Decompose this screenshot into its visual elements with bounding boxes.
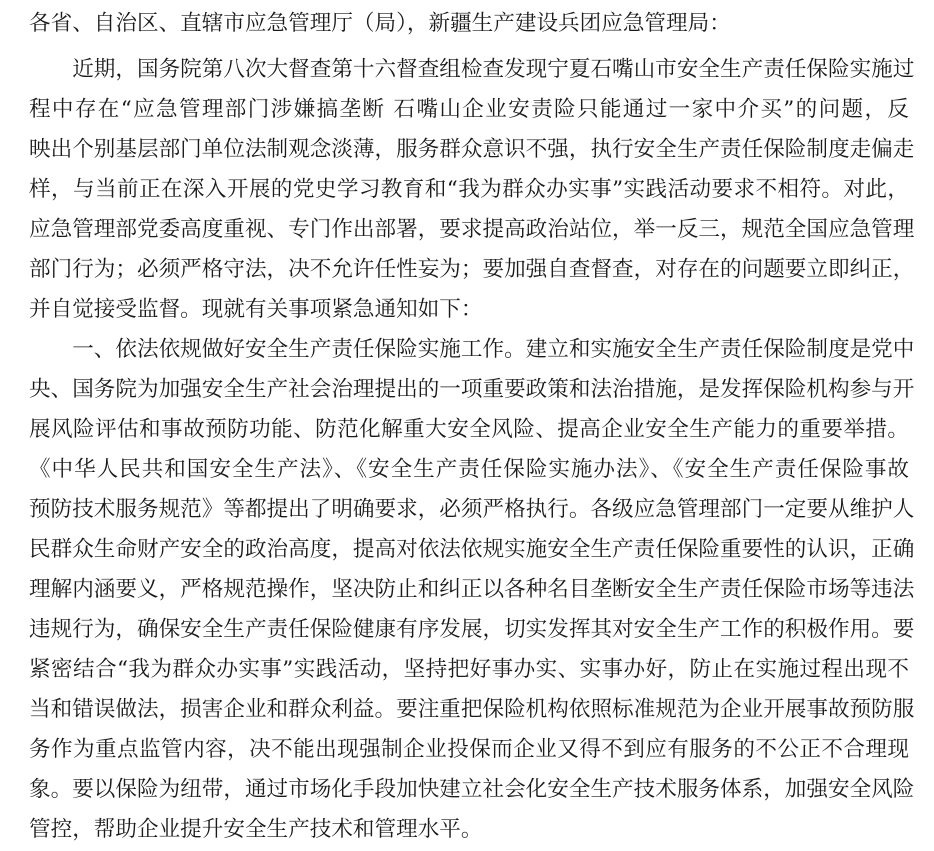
- paragraph-line: 象。要以保险为纽带，通过市场化手段加快建立社会化安全生产技术服务体系，加强安全风险: [29, 777, 915, 802]
- paragraph-line: 务作为重点监管内容，决不能出现强制企业投保而企业又得不到应有服务的不公正不合理现: [29, 737, 909, 762]
- paragraph-line: 应急管理部党委高度重视、专门作出部署，要求提高政治站位，举一反三，规范全国应急管理: [29, 217, 915, 242]
- paragraph-line: 并自觉接受监督。现就有关事项紧急通知如下：: [29, 297, 483, 322]
- paragraph-line: 展风险评估和事故预防功能、防范化解重大安全风险、提高企业安全生产能力的重要举措。: [29, 417, 909, 442]
- paragraph-line: 理解内涵要义，严格规范操作，坚决防止和纠正以各种名目垄断安全生产责任保险市场等违法: [29, 577, 915, 602]
- paragraph-line: 违规行为，确保安全生产责任保险健康有序发展，切实发挥其对安全生产工作的积极作用。要: [29, 617, 915, 642]
- paragraph-line: 预防技术服务规范》等都提出了明确要求，必须严格执行。各级应急管理部门一定要从维护人: [29, 497, 915, 522]
- paragraph-line: 部门行为；必须严格守法，决不允许任性妄为；要加强自查督查，对存在的问题要立即纠正，: [29, 257, 915, 282]
- addressee-line: 各省、自治区、直辖市应急管理厅（局），新疆生产建设兵团应急管理局：: [29, 11, 731, 36]
- paragraph-line: 管控，帮助企业提升安全生产技术和管理水平。: [29, 817, 483, 842]
- paragraph-line: 近期，国务院第八次大督查第十六督查组检查发现宁夏石嘴山市安全生产责任保险实施过: [29, 57, 915, 82]
- paragraph-line: 当和错误做法，损害企业和群众利益。要注重把保险机构依照标准规范为企业开展事故预防服: [29, 697, 915, 722]
- paragraph-line: 程中存在“应急管理部门涉嫌搞垄断 石嘴山企业安责险只能通过一家中介买”的问题，反: [29, 97, 909, 122]
- paragraph-line: 映出个别基层部门单位法制观念淡薄，服务群众意识不强，执行安全生产责任保险制度走偏走: [29, 137, 915, 162]
- paragraph-line: 《中华人民共和国安全生产法》、《安全生产责任保险实施办法》、《安全生产责任保险事故: [29, 457, 909, 482]
- paragraph-line: 民群众生命财产安全的政治高度，提高对依法依规实施安全生产责任保险重要性的认识，正确: [29, 537, 915, 562]
- paragraph-line: 紧密结合“我为群众办实事”实践活动，坚持把好事办实、实事办好，防止在实施过程出现不: [29, 657, 909, 682]
- paragraph-line: 样，与当前正在深入开展的党史学习教育和“我为群众办实事”实践活动要求不相符。对此，: [29, 177, 909, 202]
- paragraph-line: 央、国务院为加强安全生产社会治理提出的一项重要政策和法治措施，是发挥保险机构参与开: [29, 377, 915, 402]
- paragraph-line: 一、依法依规做好安全生产责任保险实施工作。建立和实施安全生产责任保险制度是党中: [29, 337, 915, 362]
